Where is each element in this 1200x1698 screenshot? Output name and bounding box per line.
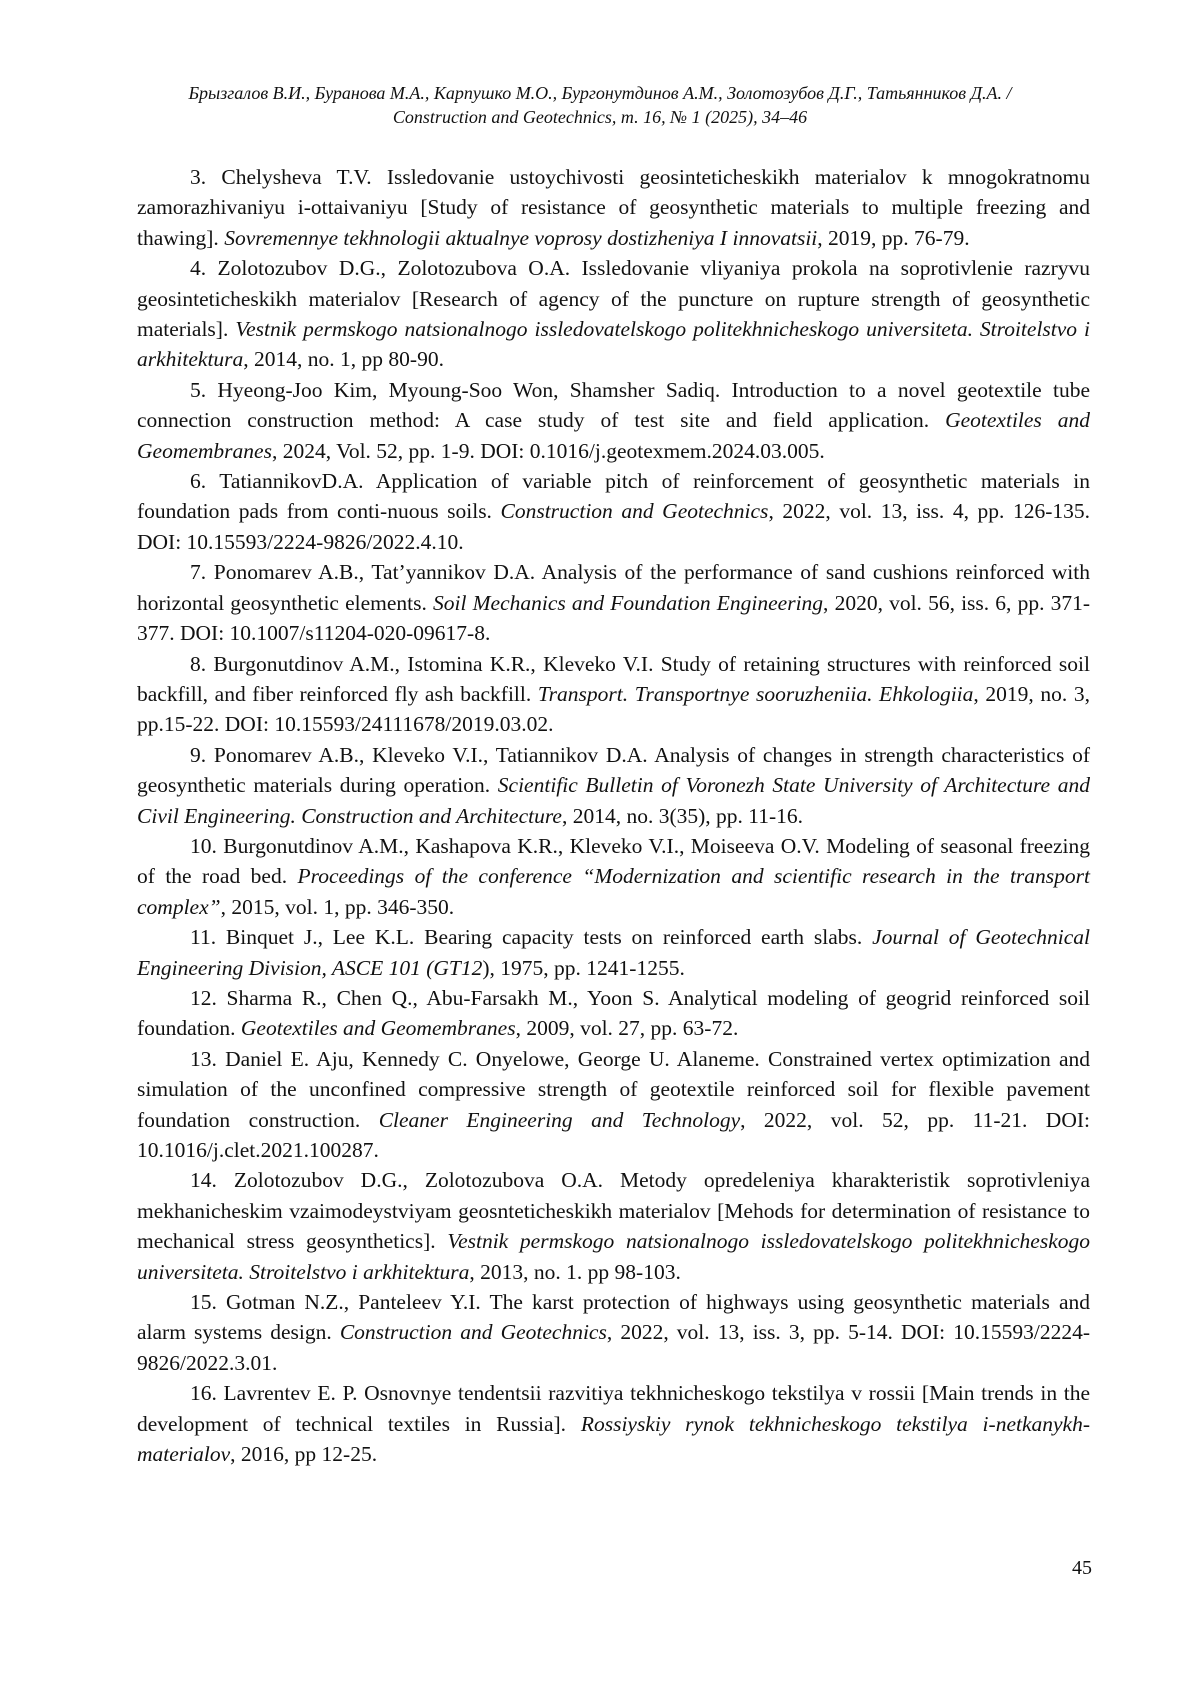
reference-item	[137, 253, 1090, 375]
reference-list	[137, 162, 1090, 1469]
reference-details: , 2009, vol. 27, pp. 63-72.	[516, 1016, 739, 1040]
reference-source-title: Cleaner Engineering and Technology	[379, 1108, 740, 1132]
reference-text: 15. Gotman N.Z., Panteleev Y.I. The karst protection of highways using geosynthetic mate­rials and alarm systems design.	[137, 1290, 1090, 1344]
running-header	[120, 81, 1080, 129]
reference-source-title: Construction and Geotechnics	[501, 499, 769, 523]
reference-details: , 2014, no. 3(35), pp. 11-16.	[562, 804, 803, 828]
reference-text: 16. Lavrentev E. P. Osnovnye tendentsii razvitiya tekhnicheskogo tekstilya v rossii [Main trends in the development of technical textiles in Russia].	[137, 1381, 1090, 1435]
reference-item	[137, 1044, 1090, 1166]
reference-item	[137, 740, 1090, 831]
reference-text: 3. Chelysheva T.V. Issledovanie ustoychivosti geosinteticheskikh materialov k mnog­okratnomu zamorazhivaniyu i-ottaivaniyu [Study of resistance of geosynthetic materials to multi­ple freezing and thawing].	[137, 165, 1090, 250]
reference-details: , 2022, vol. 13, iss. 3, pp. 5-14. DOI: 10.15593/2224-9826/2022.3.01.	[137, 1320, 1090, 1374]
reference-source-title: Proceedings of the conference “Modernization and scientific re­search in the transport complex”	[137, 864, 1090, 918]
reference-item	[137, 922, 1090, 983]
reference-text: 14. Zolotozubov D.G., Zolotozubova O.A. Metody opredeleniya kharakteristik soprotivleniya mekhanicheskim vzaimodeystviyam geosnteticheskikh materialov [Mehods for determination of re­sistance to mechanical stress geosynthetics].	[137, 1168, 1090, 1253]
page-number: 45	[1072, 1556, 1092, 1580]
reference-item	[137, 1165, 1090, 1287]
reference-details: , 2019, pp. 76-79.	[817, 226, 969, 250]
reference-text: 13. Daniel E. Aju, Kennedy C. Onyelowe, George U. Alaneme. Constrained vertex optimi­zation and simulation of the unconfined compressive strength of geotextile reinforced soil for flexible pavement foundation construction.	[137, 1047, 1090, 1132]
reference-details: , 2016, pp 12-25.	[230, 1442, 377, 1466]
reference-details: , 2015, vol. 1, pp. 346-350.	[221, 895, 455, 919]
reference-item	[137, 1287, 1090, 1378]
reference-source-title: Journal of Ge­otechnical Engineering Division, ASCE 101 (GT12	[137, 925, 1090, 979]
header-authors: Брызгалов В.И., Буранова М.А., Карпушко М.О., Бургонутдинов А.М., Золотозубов Д.Г., Татьянников Д.А. /	[120, 81, 1080, 105]
header-journal: Construction and Geotechnics, т. 16, № 1 (2025), 34–46	[120, 105, 1080, 129]
reference-source-title: Sovremennye tekhnologii aktualnye voprosy dostizheniya I innovatsii	[224, 226, 817, 250]
reference-details: , 2022, vol. 52, pp. 11-21. DOI: 10.1016/j.clet.2021.100287.	[137, 1108, 1090, 1162]
reference-text: 6. TatiannikovD.A. Application of variable pitch of reinforcement of geosynthetic materials in foundation pads from conti-nuous soils.	[137, 469, 1090, 523]
reference-details: ), 1975, pp. 1241-1255.	[482, 956, 684, 980]
reference-source-title: Vestnik permskogo natsionalnogo issledovatelskogo politekhnicheskogo universiteta. Stroitelstvo i arkhitektura	[137, 317, 1090, 371]
reference-source-title: Soil Mechanics and Foundation Engineering	[433, 591, 823, 615]
reference-text: 5. Hyeong-Joo Kim, Myoung-Soo Won, Shamsher Sadiq. Introduction to a novel geotextile tube connection construction method: A case study of test site and field application.	[137, 378, 1090, 432]
reference-source-title: Vestnik permskogo natsionalnogo issledovatelskogo politekhnicheskogo universiteta. Stroitelstvo i arkhitektura	[137, 1229, 1090, 1283]
reference-item	[137, 162, 1090, 253]
reference-item	[137, 375, 1090, 466]
reference-source-title: Scientific Bulletin of Voronezh State Univer­sity of Architecture and Civil Engineering. Construction and Architecture	[137, 773, 1090, 827]
reference-source-title: Geotextiles and Geomembranes	[241, 1016, 516, 1040]
reference-item	[137, 831, 1090, 922]
reference-item	[137, 557, 1090, 648]
reference-source-title: Construction and Geotechnics	[340, 1320, 607, 1344]
reference-source-title: Transport. Transportnye sooruzheniia. Ehkologiia	[538, 682, 974, 706]
reference-text: 9. Ponomarev A.B., Kleveko V.I., Tatiannikov D.A. Analysis of changes in strength charac­teristics of geosynthetic materials during operation.	[137, 743, 1090, 797]
reference-text: 10. Burgonutdinov A.M., Kashapova K.R., Kleveko V.I., Moiseeva O.V. Modeling of sea­sonal freezing of the road bed.	[137, 834, 1090, 888]
reference-text: 11. Binquet J., Lee K.L. Bearing capacity tests on reinforced earth slabs.	[190, 925, 872, 949]
reference-item	[137, 983, 1090, 1044]
reference-item	[137, 466, 1090, 557]
reference-text: 12. Sharma R., Chen Q., Abu-Farsakh M., Yoon S. Analytical modeling of geogrid rein­forced soil foundation.	[137, 986, 1090, 1040]
reference-details: , 2024, Vol. 52, pp. 1-9. DOI: 0.1016/j.geotexmem.2024.03.005.	[272, 439, 825, 463]
reference-item	[137, 649, 1090, 740]
reference-details: , 2013, no. 1. pp 98-103.	[469, 1260, 680, 1284]
reference-source-title: Rossiyskiy rynok tekhnicheskogo teksti­lya i-netkanykh-materialov	[137, 1412, 1090, 1466]
reference-details: , 2022, vol. 13, iss. 4, pp. 126-135. DOI: 10.15593/2224-9826/2022.4.10.	[137, 499, 1090, 553]
reference-source-title: Geotextiles and Geomembranes	[137, 408, 1090, 462]
reference-text: 4. Zolotozubov D.G., Zolotozubova O.A. Issledovanie vliyaniya prokola na soprotivlenie razryvu geosinteticheskikh materialov [Research of agency of the puncture on rupture strength of geosynthetic materials].	[137, 256, 1090, 341]
reference-text: 7. Ponomarev A.B., Tat’yannikov D.A. Analysis of the performance of sand cushions rein­forced with horizontal geosynthetic elements.	[137, 560, 1090, 614]
reference-details: , 2020, vol. 56, iss. 6, pp. 371-377. DOI: 10.1007/s11204-020-09617-8.	[137, 591, 1090, 645]
reference-text: 8. Burgonutdinov A.M., Istomina K.R., Kleveko V.I. Study of retaining structures with re­inforced soil backfill, and fiber reinforced fly ash backfill.	[137, 652, 1090, 706]
reference-item	[137, 1378, 1090, 1469]
reference-details: , 2019, no. 3, pp.15-22. DOI: 10.15593/24111678/2019.03.02.	[137, 682, 1090, 736]
reference-details: , 2014, no. 1, pp 80-90.	[243, 347, 444, 371]
